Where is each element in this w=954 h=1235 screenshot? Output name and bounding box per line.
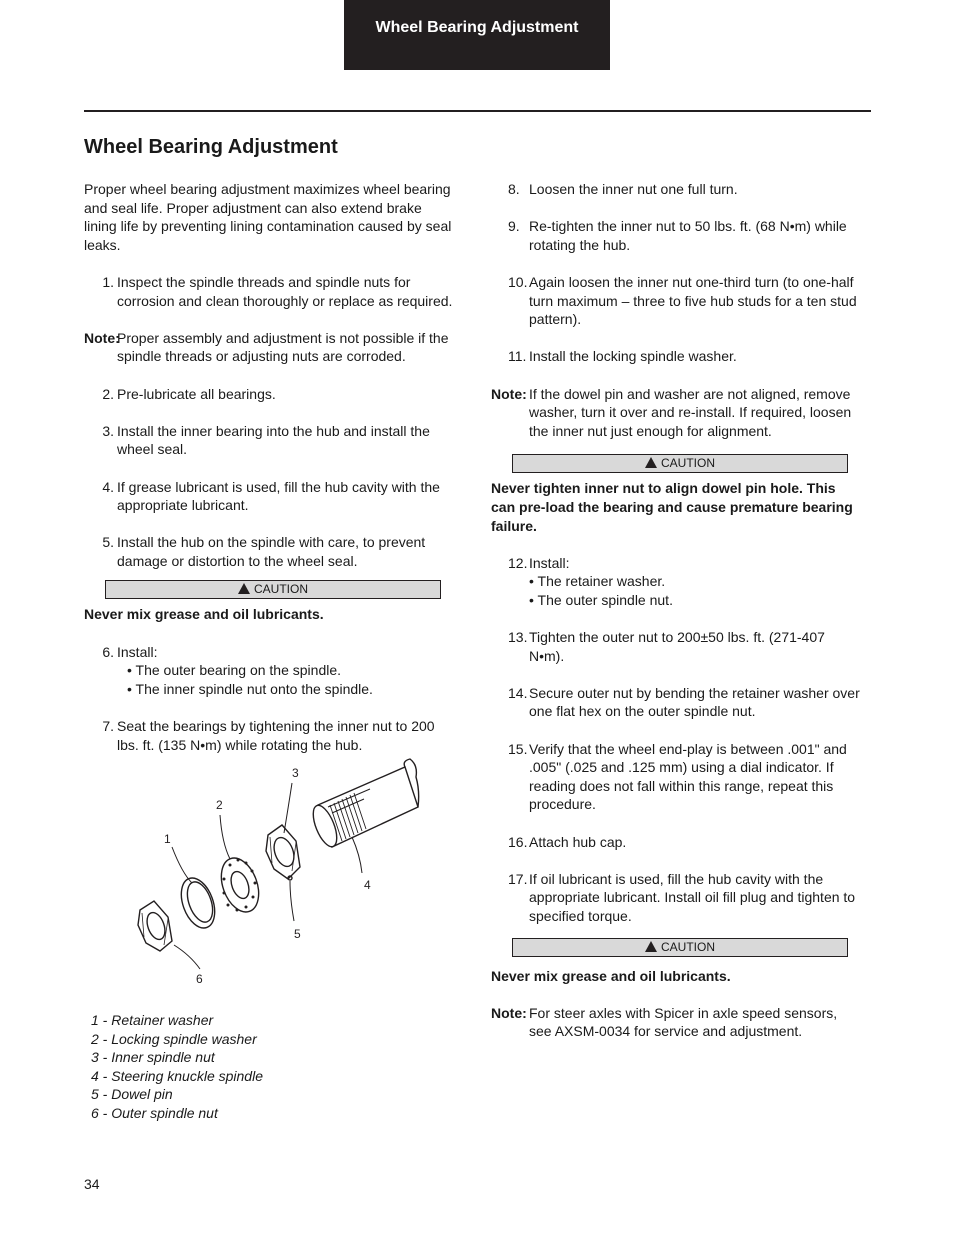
step-text: Re-tighten the inner nut to 50 lbs. ft. (68 N•m) while rotating the hub.: [529, 218, 847, 253]
step-8: [491, 180, 861, 199]
caution-box: [512, 938, 848, 957]
note-text: If the dowel pin and washer are not aligned, remove washer, turn it over and re-install. If required, loosen the inner nut just enough for alignment.: [529, 385, 852, 439]
step-6: [84, 643, 454, 699]
step-text: Attach hub cap.: [529, 833, 627, 850]
step-text: Again loosen the inner nut one-third turn (to one-half turn maximum – three to five hub studs for a ten stud pattern).: [529, 273, 857, 328]
step-12: [491, 554, 861, 610]
step-number: 6.: [102, 643, 114, 660]
callout-2: 2: [216, 798, 223, 812]
outer-spindle-nut: [138, 901, 172, 951]
bullet-item: • The retainer washer.: [529, 573, 666, 590]
step-number: 4.: [102, 478, 114, 495]
note-3: [491, 1004, 861, 1041]
step-text: Seat the bearings by tightening the inner nut to 200 lbs. ft. (135 N•m) while rotating the hub.: [117, 718, 435, 753]
callout-5: 5: [294, 927, 301, 941]
right-column: [491, 180, 861, 1041]
step-number: 16.: [508, 833, 528, 850]
step-text: Install:: [529, 554, 570, 571]
legend-item: 3 - Inner spindle nut: [91, 1049, 215, 1066]
step-number: 11.: [508, 348, 527, 365]
step-text: Install the hub on the spindle with care, to prevent damage or distortion to the wheel seal.: [117, 534, 426, 569]
step-5: [84, 533, 454, 570]
caution-text: Never mix grease and oil lubricants.: [84, 606, 324, 623]
callout-1: 1: [164, 832, 171, 846]
step-text: Install:: [117, 643, 158, 660]
step-number: 12.: [508, 554, 528, 571]
warning-icon: [645, 457, 657, 468]
retainer-washer: [175, 873, 221, 932]
step-number: 10.: [508, 273, 528, 290]
legend-item: 2 - Locking spindle washer: [91, 1030, 257, 1047]
left-column: [84, 180, 454, 754]
legend-item: 6 - Outer spindle nut: [91, 1104, 218, 1121]
step-text: Inspect the spindle threads and spindle nuts for corrosion and clean thoroughly or replace as required.: [117, 273, 453, 309]
step-10: [491, 273, 861, 329]
step-text: Loosen the inner nut one full turn.: [529, 181, 738, 197]
step-number: 17.: [508, 870, 528, 887]
caution-box: [512, 454, 848, 473]
step-number: 8.: [508, 181, 520, 197]
step-number: 7.: [102, 718, 114, 735]
note-label: Note:: [491, 385, 527, 402]
dowel-pin: [288, 876, 292, 880]
locking-spindle-washer: [214, 853, 265, 917]
note-text: Proper assembly and adjustment is not possible if the spindle threads or adjusting nuts are corroded.: [117, 329, 449, 365]
callout-6: 6: [196, 972, 203, 986]
step-text: Tighten the outer nut to 200±50 lbs. ft. (271-407 N•m).: [529, 629, 825, 664]
note-label: Note:: [84, 329, 120, 346]
bullet-item: • The inner spindle nut onto the spindle.: [127, 680, 373, 697]
step-2: [84, 385, 454, 404]
caution-label: CAUTION: [661, 939, 715, 954]
intro-paragraph: Proper wheel bearing adjustment maximizes wheel bearing and seal life. Proper adjustment can also extend brake lining life by preventing lining contamination caused by seal leaks.: [84, 181, 452, 253]
step-14: [491, 684, 861, 721]
step-number: 13.: [508, 629, 528, 646]
caution-label: CAUTION: [254, 582, 308, 597]
step-16: [491, 833, 861, 852]
step-text: Secure outer nut by bending the retainer washer over one flat hex on the outer spindle nut.: [529, 684, 860, 720]
step-text: Verify that the wheel end-play is between .001" and .005" (.025 and .125 mm) using a dial indicator. If reading does not fall within this range, repeat this procedure.: [529, 740, 847, 813]
step-number: 14.: [508, 684, 528, 701]
callout-4: 4: [364, 878, 371, 892]
step-3: [84, 422, 454, 459]
caution-box: [105, 580, 441, 599]
step-number: 3.: [102, 422, 114, 439]
spindle-assembly-figure: [120, 755, 440, 995]
bullet-item: • The outer bearing on the spindle.: [127, 662, 342, 679]
step-number: 5.: [102, 534, 114, 551]
page-title: Wheel Bearing Adjustment: [84, 136, 338, 158]
warning-icon: [238, 583, 250, 594]
step-4: [84, 478, 454, 515]
inner-spindle-nut: [266, 825, 300, 879]
caution-text: Never mix grease and oil lubricants.: [491, 967, 731, 984]
caution-label: CAUTION: [661, 456, 715, 471]
step-number: 1.: [102, 273, 114, 290]
warning-icon: [645, 941, 657, 952]
note-2: [491, 385, 861, 441]
note-label: Note:: [491, 1004, 527, 1021]
step-number: 15.: [508, 740, 528, 757]
step-number: 9.: [508, 218, 520, 235]
note-1: [84, 329, 454, 366]
step-13: [491, 628, 861, 665]
step-1: [84, 273, 454, 310]
page-number: 34: [84, 1176, 100, 1192]
bullet-item: • The outer spindle nut.: [529, 591, 673, 608]
step-9: [491, 217, 861, 254]
step-text: If oil lubricant is used, fill the hub cavity with the appropriate lubricant. Install oil fill plug and tighten to specified torque.: [529, 870, 856, 924]
header-tab: [344, 0, 610, 70]
step-text: Install the locking spindle washer.: [529, 348, 737, 365]
header-rule: [84, 110, 871, 112]
note-text: For steer axles with Spicer in axle speed sensors, see AXSM-0034 for service and adjustment.: [529, 1004, 838, 1040]
step-text: Pre-lubricate all bearings.: [117, 385, 276, 402]
header-tab-title: Wheel Bearing Adjustment: [375, 19, 579, 36]
legend-item: 5 - Dowel pin: [91, 1086, 173, 1103]
step-number: 2.: [102, 385, 114, 402]
step-7: [84, 717, 454, 754]
figure-legend: [91, 1011, 263, 1123]
legend-item: 4 - Steering knuckle spindle: [91, 1067, 263, 1084]
callout-3: 3: [292, 766, 299, 780]
step-text: Install the inner bearing into the hub and install the wheel seal.: [117, 422, 430, 458]
legend-item: 1 - Retainer washer: [91, 1012, 214, 1028]
step-11: [491, 347, 861, 366]
step-15: [491, 740, 861, 814]
step-17: [491, 870, 861, 926]
step-text: If grease lubricant is used, fill the hub cavity with the appropriate lubricant.: [117, 478, 440, 514]
caution-text: Never tighten inner nut to align dowel pin hole. This can pre-load the bearing and cause premature bearing failure.: [491, 480, 853, 534]
